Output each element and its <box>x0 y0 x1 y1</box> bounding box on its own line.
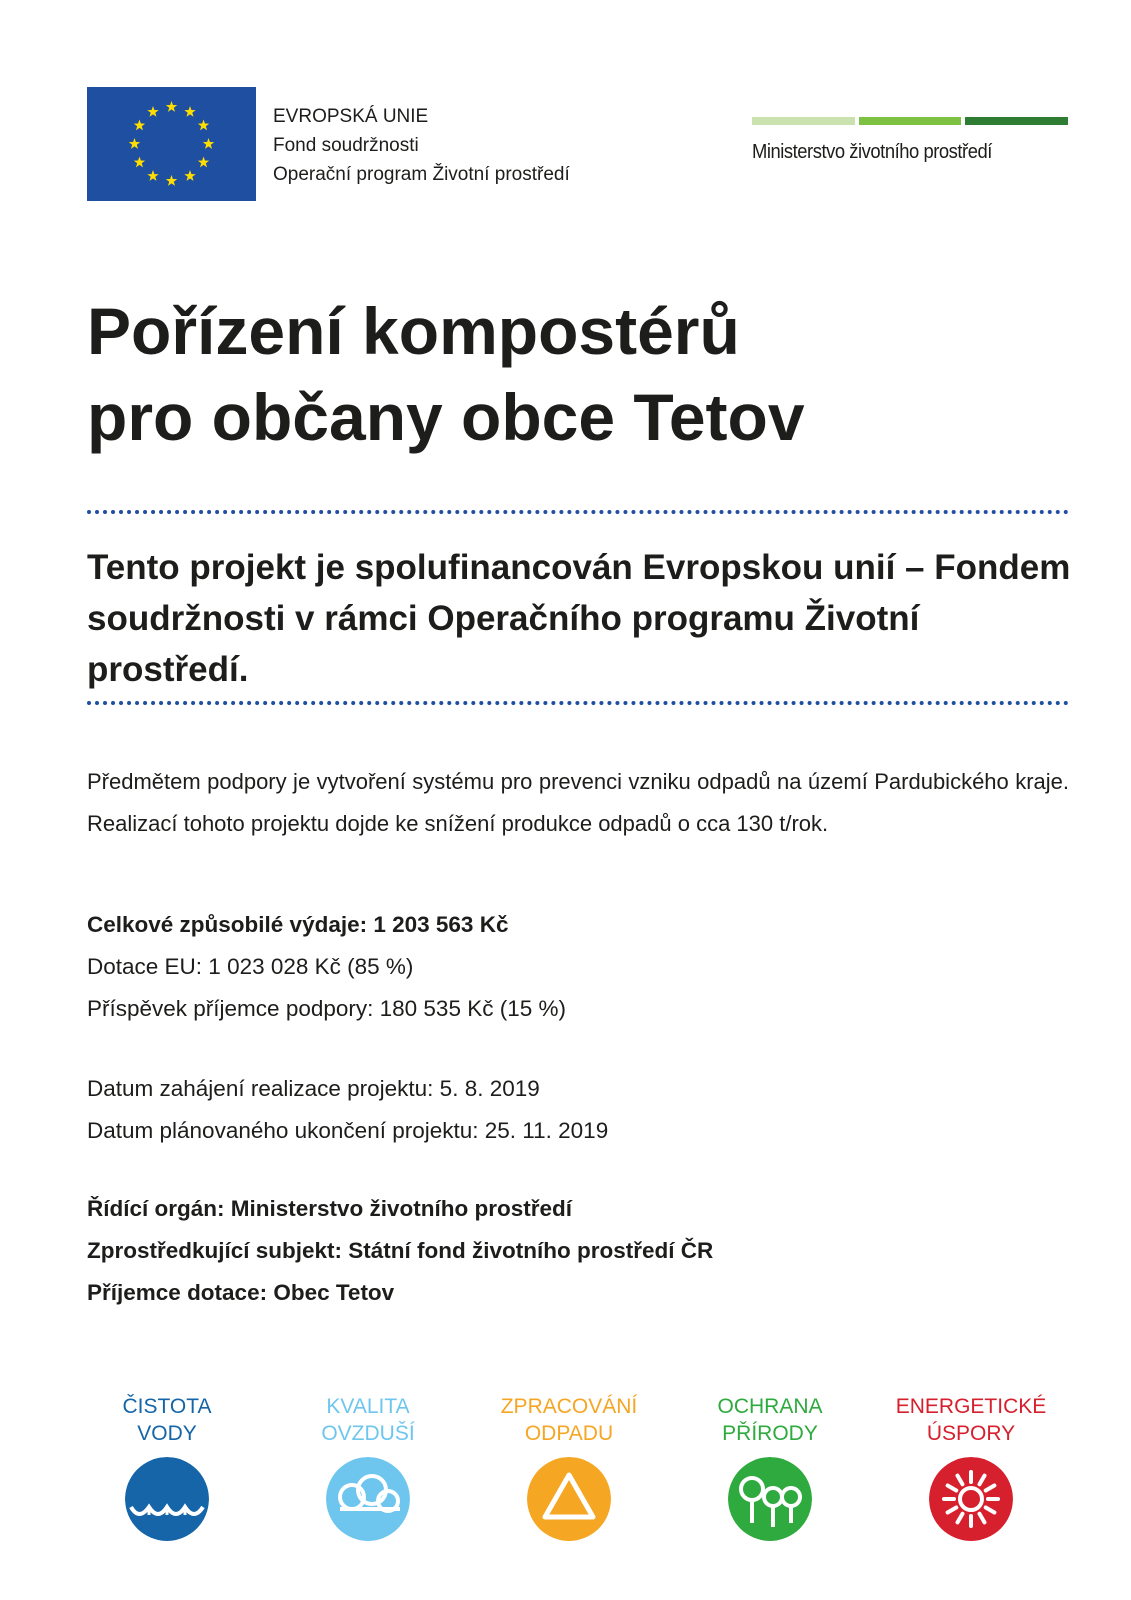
recipient-contribution: Příspěvek příjemce podpory: 180 535 Kč (15 %) <box>87 996 566 1021</box>
eu-program-text <box>273 102 570 189</box>
eu-line-3: Operační program Životní prostředí <box>273 164 570 185</box>
trees-icon <box>728 1457 812 1541</box>
ministry-name: Ministerstvo životního prostředí <box>752 141 992 163</box>
eu-line-2: Fond soudržnosti <box>273 135 419 156</box>
eu-grant: Dotace EU: 1 023 028 Kč (85 %) <box>87 954 414 979</box>
cofinancing-statement: Tento projekt je spolufinancován Evropskou unií – Fondem soudržnosti v rámci Operačního programu Životní prostředí. <box>87 548 1071 689</box>
title-line-1: Pořízení kompostérů <box>87 294 740 368</box>
managing-authority: Řídící orgán: Ministerstvo životního prostředí <box>87 1196 573 1221</box>
water-icon <box>125 1457 209 1541</box>
priority-label <box>675 1393 865 1447</box>
ministry-color-bars <box>752 117 1068 125</box>
priority-water <box>72 1393 262 1541</box>
eu-star-icon <box>147 106 158 117</box>
grant-recipient: Příjemce dotace: Obec Tetov <box>87 1280 395 1305</box>
eu-star-icon <box>203 138 214 149</box>
intermediate-body: Zprostředkující subjekt: Státní fond životního prostředí ČR <box>87 1238 714 1263</box>
ministry-bar-dark <box>965 117 1068 125</box>
eu-star-icon <box>134 120 145 131</box>
dotted-divider-top <box>87 510 1069 514</box>
eu-line-1: EVROPSKÁ UNIE <box>273 106 429 127</box>
priority-label-line-2: OVZDUŠÍ <box>321 1422 415 1445</box>
priority-label-line-1: ENERGETICKÉ <box>895 1395 1047 1418</box>
eu-star-icon <box>184 170 195 181</box>
bodies-block <box>87 1188 713 1314</box>
eu-star-icon <box>147 170 158 181</box>
cloud-icon <box>326 1457 410 1541</box>
recycle-triangle-icon <box>527 1457 611 1541</box>
eu-star-icon <box>129 138 140 149</box>
priority-label-line-1: ČISTOTA <box>122 1395 212 1418</box>
priority-energy <box>876 1393 1066 1541</box>
eu-star-icon <box>166 101 177 112</box>
priority-label-line-2: VODY <box>137 1422 197 1445</box>
priority-air <box>273 1393 463 1541</box>
ministry-bar-light <box>752 117 855 125</box>
priority-label <box>474 1393 664 1447</box>
eu-flag-logo <box>87 87 256 201</box>
priority-label-line-1: ZPRACOVÁNÍ <box>500 1395 638 1418</box>
title-line-2: pro občany obce Tetov <box>87 380 805 454</box>
eu-star-icon <box>134 157 145 168</box>
project-description: Předmětem podpory je vytvoření systému pro prevenci vzniku odpadů na území Pardubického kraje. Realizací tohoto projektu dojde ke snížení produkce odpadů o cca 130 t/rok. <box>87 769 1069 836</box>
priority-nature <box>675 1393 865 1541</box>
eu-star-icon <box>184 106 195 117</box>
total-expenses: Celkové způsobilé výdaje: 1 203 563 Kč <box>87 912 509 937</box>
end-date: Datum plánovaného ukončení projektu: 25. 11. 2019 <box>87 1118 609 1143</box>
priority-label-line-1: KVALITA <box>326 1395 410 1418</box>
priority-label-line-2: PŘÍRODY <box>722 1422 818 1445</box>
eu-star-icon <box>198 157 209 168</box>
priority-label-line-2: ODPADU <box>524 1422 614 1445</box>
ministry-bar-mid <box>859 117 962 125</box>
dates-block <box>87 1068 608 1152</box>
eu-star-icon <box>198 120 209 131</box>
priority-label-line-2: ÚSPORY <box>926 1422 1016 1445</box>
ministry-logo <box>752 117 1068 164</box>
finance-block <box>87 904 566 1030</box>
priority-label <box>876 1393 1066 1447</box>
eu-stars-icon <box>87 87 256 201</box>
start-date: Datum zahájení realizace projektu: 5. 8. 2019 <box>87 1076 540 1101</box>
priority-label <box>273 1393 463 1447</box>
priority-label-line-1: OCHRANA <box>717 1395 823 1418</box>
priority-waste <box>474 1393 664 1541</box>
dotted-divider-bottom <box>87 701 1069 705</box>
page-title <box>87 288 805 460</box>
eu-star-icon <box>166 175 177 186</box>
sun-icon <box>929 1457 1013 1541</box>
priority-label <box>72 1393 262 1447</box>
